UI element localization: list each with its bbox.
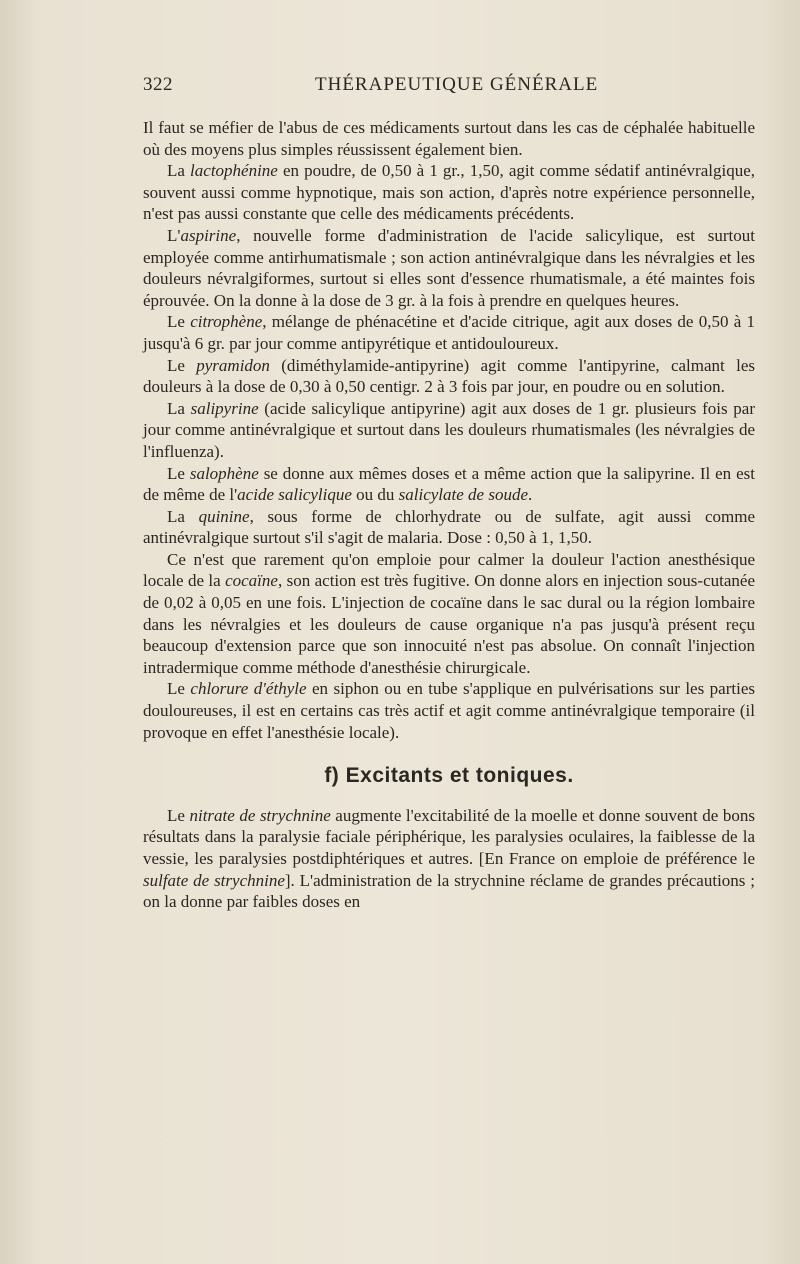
paragraph: Le pyramidon (diméthylamide-antipyrine) agit comme l'antipyrine, calmant les douleurs à la dose de 0,30 à 0,50 centigr. 2 à 3 fois par jour, en poudre ou en solution. — [143, 355, 755, 397]
paragraph: Ce n'est que rarement qu'on emploie pour calmer la douleur l'action anesthésique locale de la cocaïne, son action est très fugitive. On donne alors en injection sous-cutanée de 0,02 à 0,05 en une fois. L'injection de cocaïne dans le sac dural ou la région lombaire dans les névralgies et les douleurs de cause organique n'a pas jusqu'à présent reçu beaucoup d'extension parce que son innocuité n'est pas absolue. On connaît l'injection intradermique comme méthode d'anesthésie chirurgicale. — [143, 549, 755, 677]
drug-name: cocaïne — [225, 571, 278, 591]
body-text — [143, 117, 755, 913]
paragraph: La salipyrine (acide salicylique antipyrine) agit aux doses de 1 gr. plusieurs fois par jour comme antinévralgique et surtout dans les douleurs rhumatismales (les névralgies de l'influenza). — [143, 398, 756, 461]
drug-name: salicylate de soude — [398, 485, 528, 505]
paragraph: Le chlorure d'éthyle en siphon ou en tube s'applique en pulvérisations sur les parties douloureuses, il est en certains cas très actif et agit comme antinévralgique temporaire (il provoque en effet l'anesthésie locale). — [143, 679, 755, 742]
paragraph: Il faut se méfier de l'abus de ces médicaments surtout dans les cas de céphalée habituelle où des moyens plus simples réussissent également bien. — [143, 118, 755, 159]
running-title: THÉRAPEUTIQUE GÉNÉRALE — [315, 74, 599, 95]
page-header — [143, 74, 755, 102]
paragraph: La lactophénine en poudre, de 0,50 à 1 gr., 1,50, agit comme sédatif antinévralgique, souvent aussi comme hypnotique, mais son action, d'après notre expérience personnelle, n'est pas aussi constante que celle des médicaments précédents. — [143, 161, 755, 224]
drug-name: aspirine — [180, 225, 237, 245]
drug-name: salipyrine — [190, 398, 259, 418]
drug-name: acide salicylique — [237, 485, 352, 505]
paragraph: La quinine, sous forme de chlorhydrate ou de sulfate, agit aussi comme antinévralgique surtout s'il s'agit de malaria. Dose : 0,50 à 1, 1,50. — [143, 506, 755, 548]
paragraph: Le citrophène, mélange de phénacétine et d'acide citrique, agit aux doses de 0,50 à 1 jusqu'à 6 gr. par jour comme antipyrétique et antidouloureux. — [143, 312, 755, 353]
drug-name: chlorure d'éthyle — [190, 679, 307, 699]
paragraph: L'aspirine, nouvelle forme d'administration de l'acide salicylique, est surtout employée comme antirhumatismale ; son action antinévralgique dans les névralgies et les douleurs névralgiformes, surtout si elles sont d'essence rhumatismale, a été maintes fois éprouvée. On la donne à la dose de 3 gr. à la fois à prendre en quelques heures. — [143, 225, 755, 310]
drug-name: nitrate de strychnine — [189, 805, 331, 825]
drug-name: sulfate de strychnine — [143, 870, 285, 890]
page-number: 322 — [143, 74, 173, 95]
section-heading: f) Excitants et toniques. — [324, 764, 574, 788]
drug-name: quinine — [198, 506, 250, 526]
drug-name: citrophène — [190, 312, 263, 332]
drug-name: lactophénine — [190, 161, 278, 181]
paragraph: Le salophène se donne aux mêmes doses et a même action que la salipyrine. Il en est de même de l'acide salicylique ou du salicylate de soude. — [143, 463, 755, 505]
drug-name: salophène — [189, 463, 259, 483]
drug-name: pyramidon — [196, 355, 270, 375]
paragraph: Le nitrate de strychnine augmente l'excitabilité de la moelle et donne souvent de bons résultats dans la paralysie faciale périphérique, les paralysies oculaires, la faiblesse de la vessie, les paralysies postdiphtériques et autres. [En France on emploie de préférence le sulfate de strychnine]. L'administration de la strychnine réclame de grandes précautions ; on la donne par faibles doses en — [143, 805, 755, 912]
